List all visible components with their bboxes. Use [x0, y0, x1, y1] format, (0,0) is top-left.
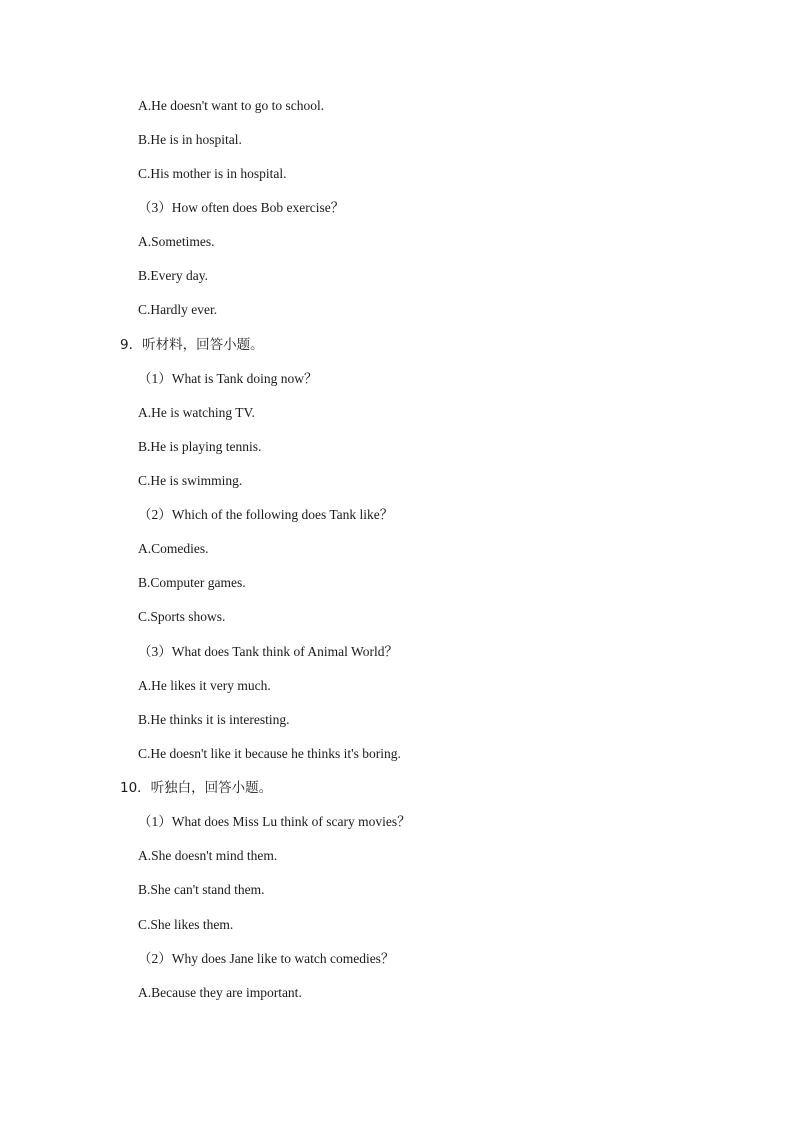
option-line: C.He is swimming. — [138, 473, 243, 488]
option-line: A.Comedies. — [138, 541, 209, 556]
option-line: C.He doesn't like it because he thinks it's boring. — [138, 746, 401, 761]
option-line: B.She can't stand them. — [138, 882, 265, 897]
question-heading: 9．听材料，回答小题。 — [120, 337, 264, 353]
option-line: A.She doesn't mind them. — [138, 848, 278, 863]
option-line: B.He thinks it is interesting. — [138, 712, 290, 727]
sub-question: （2）Which of the following does Tank like？ — [138, 507, 394, 522]
option-line: C.Sports shows. — [138, 609, 226, 624]
sub-question: （3）How often does Bob exercise？ — [138, 200, 345, 215]
sub-question: （1）What is Tank doing now？ — [138, 371, 318, 386]
option-line: A.Sometimes. — [138, 234, 215, 249]
option-line: A.He is watching TV. — [138, 405, 255, 420]
sub-question: （3）What does Tank think of Animal World？ — [138, 644, 398, 659]
sub-question: （1）What does Miss Lu think of scary movies？ — [138, 814, 411, 829]
option-line: A.Because they are important. — [138, 985, 302, 1000]
option-line: A.He likes it very much. — [138, 678, 271, 693]
option-line: B.He is playing tennis. — [138, 439, 262, 454]
option-line: B.Every day. — [138, 268, 208, 283]
question-heading: 10．听独白，回答小题。 — [120, 780, 273, 796]
sub-question: （2）Why does Jane like to watch comedies？ — [138, 951, 395, 966]
option-line: C.His mother is in hospital. — [138, 166, 287, 181]
option-line: C.Hardly ever. — [138, 302, 218, 317]
option-line: B.Computer games. — [138, 575, 246, 590]
option-line: C.She likes them. — [138, 917, 234, 932]
option-line: B.He is in hospital. — [138, 132, 242, 147]
option-line: A.He doesn't want to go to school. — [138, 98, 325, 113]
